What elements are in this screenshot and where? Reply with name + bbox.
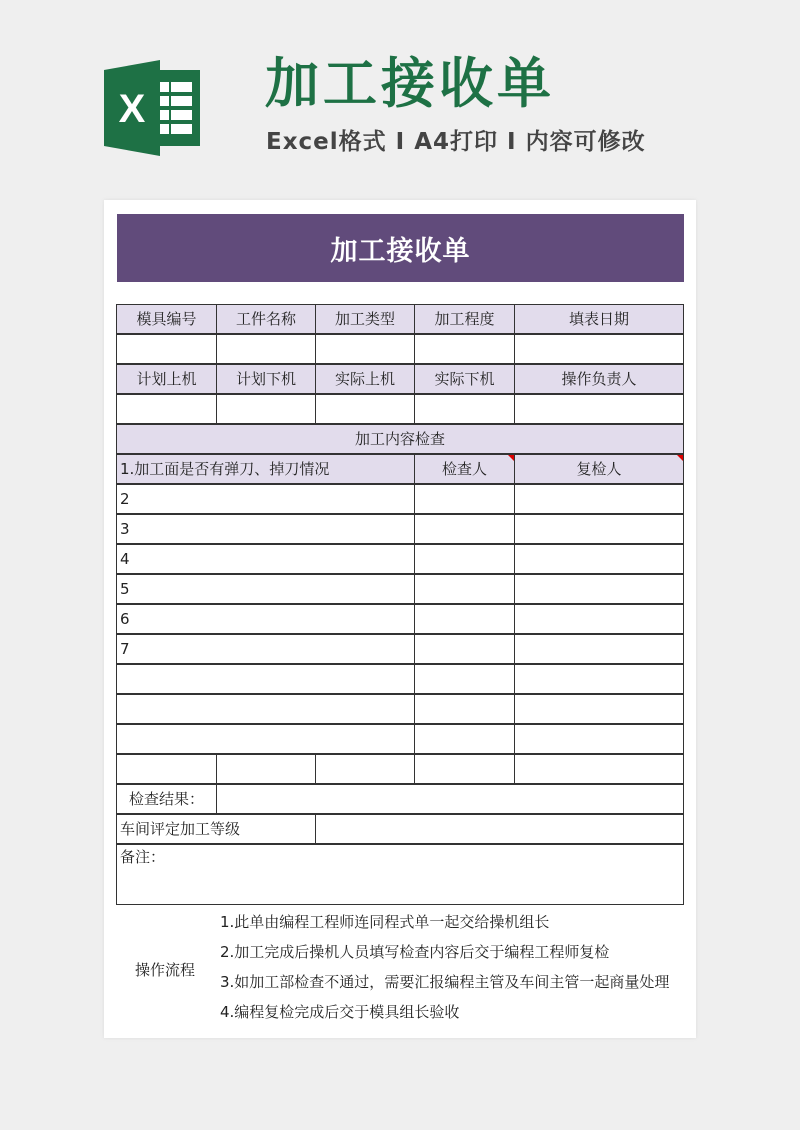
check-item[interactable] <box>116 724 415 754</box>
svg-text:X: X <box>118 87 146 131</box>
check-row <box>117 605 684 635</box>
check-item[interactable]: 2 <box>116 484 415 514</box>
checker-cell[interactable] <box>414 514 515 544</box>
form-sheet <box>104 200 696 1038</box>
check-item[interactable]: 3 <box>116 514 415 544</box>
header-planned-start: 计划上机 <box>116 364 217 394</box>
form-title: 加工接收单 <box>330 235 471 267</box>
check-item[interactable] <box>116 664 415 694</box>
result-row <box>117 785 684 815</box>
header-actual-start: 实际上机 <box>315 364 415 394</box>
remarks-row <box>117 845 684 906</box>
process-step: 3.如加工部检查不通过，需要汇报编程主管及车间主管一起商量处理 <box>220 973 670 991</box>
blank-row <box>117 755 684 785</box>
check-item[interactable]: 5 <box>116 574 415 604</box>
blank-cell[interactable] <box>514 754 684 784</box>
check-row <box>117 485 684 515</box>
blank-cell[interactable] <box>414 754 515 784</box>
section-row <box>117 425 684 455</box>
header-rechecker <box>514 454 684 484</box>
rechecker-cell[interactable] <box>514 514 684 544</box>
planned-end-cell[interactable] <box>216 394 316 424</box>
process-notes <box>117 907 684 1027</box>
rechecker-cell[interactable] <box>514 664 684 694</box>
result-label: 检查结果： <box>116 784 217 814</box>
banner-title: 加工接收单 <box>265 52 555 115</box>
process-step: 4.编程复检完成后交于模具组长验收 <box>220 1003 460 1021</box>
header-row-2 <box>117 365 684 395</box>
comment-marker-icon[interactable] <box>677 455 683 461</box>
header-checker-label: 检查人 <box>441 460 487 478</box>
remarks-cell[interactable] <box>116 844 684 905</box>
form-title-bar <box>117 214 684 282</box>
check-row <box>117 545 684 575</box>
check-row <box>117 575 684 605</box>
rechecker-cell[interactable] <box>514 604 684 634</box>
section-title: 加工内容检查 <box>116 424 684 454</box>
header-row-1 <box>117 305 684 335</box>
excel-icon <box>104 60 204 156</box>
checker-cell[interactable] <box>414 574 515 604</box>
banner-subtitle: Excel格式 I A4打印 I 内容可修改 <box>266 129 646 155</box>
check-item-1: 1.加工面是否有弹刀、掉刀情况 <box>116 454 415 484</box>
operator-cell[interactable] <box>514 394 684 424</box>
remarks-label: 备注： <box>120 848 166 866</box>
checker-cell[interactable] <box>414 634 515 664</box>
process-degree-cell[interactable] <box>414 334 515 364</box>
header-fill-date: 填表日期 <box>514 304 684 334</box>
rechecker-cell[interactable] <box>514 724 684 754</box>
check-item[interactable]: 6 <box>116 604 415 634</box>
check-row <box>117 695 684 725</box>
checker-cell[interactable] <box>414 604 515 634</box>
check-row <box>117 515 684 545</box>
check-item[interactable]: 4 <box>116 544 415 574</box>
banner <box>0 0 800 200</box>
check-item[interactable]: 7 <box>116 634 415 664</box>
check-row <box>117 725 684 755</box>
process-step: 1.此单由编程工程师连同程式单一起交给操机组长 <box>220 913 550 931</box>
part-name-cell[interactable] <box>216 334 316 364</box>
grade-label: 车间评定加工等级 <box>116 814 316 844</box>
result-value-cell[interactable] <box>216 784 684 814</box>
rechecker-cell[interactable] <box>514 574 684 604</box>
header-part-name: 工件名称 <box>216 304 316 334</box>
process-label: 操作流程 <box>135 961 196 979</box>
rechecker-cell[interactable] <box>514 694 684 724</box>
actual-start-cell[interactable] <box>315 394 415 424</box>
checker-cell[interactable] <box>414 694 515 724</box>
header-operator: 操作负责人 <box>514 364 684 394</box>
header-actual-end: 实际下机 <box>414 364 515 394</box>
checker-cell[interactable] <box>414 724 515 754</box>
header-mold-no: 模具编号 <box>116 304 217 334</box>
header-checker <box>414 454 515 484</box>
checker-cell[interactable] <box>414 484 515 514</box>
blank-cell[interactable] <box>116 754 217 784</box>
blank-cell[interactable] <box>315 754 415 784</box>
grade-row <box>117 815 684 845</box>
grade-value-cell[interactable] <box>315 814 684 844</box>
rechecker-cell[interactable] <box>514 544 684 574</box>
rechecker-cell[interactable] <box>514 484 684 514</box>
value-row-1 <box>117 335 684 365</box>
fill-date-cell[interactable] <box>514 334 684 364</box>
value-row-2 <box>117 395 684 425</box>
planned-start-cell[interactable] <box>116 394 217 424</box>
check-item[interactable] <box>116 694 415 724</box>
check-header-row <box>117 455 684 485</box>
actual-end-cell[interactable] <box>414 394 515 424</box>
header-process-type: 加工类型 <box>315 304 415 334</box>
check-row <box>117 665 684 695</box>
checker-cell[interactable] <box>414 544 515 574</box>
mold-no-cell[interactable] <box>116 334 217 364</box>
header-rechecker-label: 复检人 <box>576 460 622 478</box>
blank-cell[interactable] <box>216 754 316 784</box>
process-type-cell[interactable] <box>315 334 415 364</box>
checker-cell[interactable] <box>414 664 515 694</box>
check-row <box>117 635 684 665</box>
header-planned-end: 计划下机 <box>216 364 316 394</box>
rechecker-cell[interactable] <box>514 634 684 664</box>
process-step: 2.加工完成后操机人员填写检查内容后交于编程工程师复检 <box>220 943 610 961</box>
header-process-degree: 加工程度 <box>414 304 515 334</box>
